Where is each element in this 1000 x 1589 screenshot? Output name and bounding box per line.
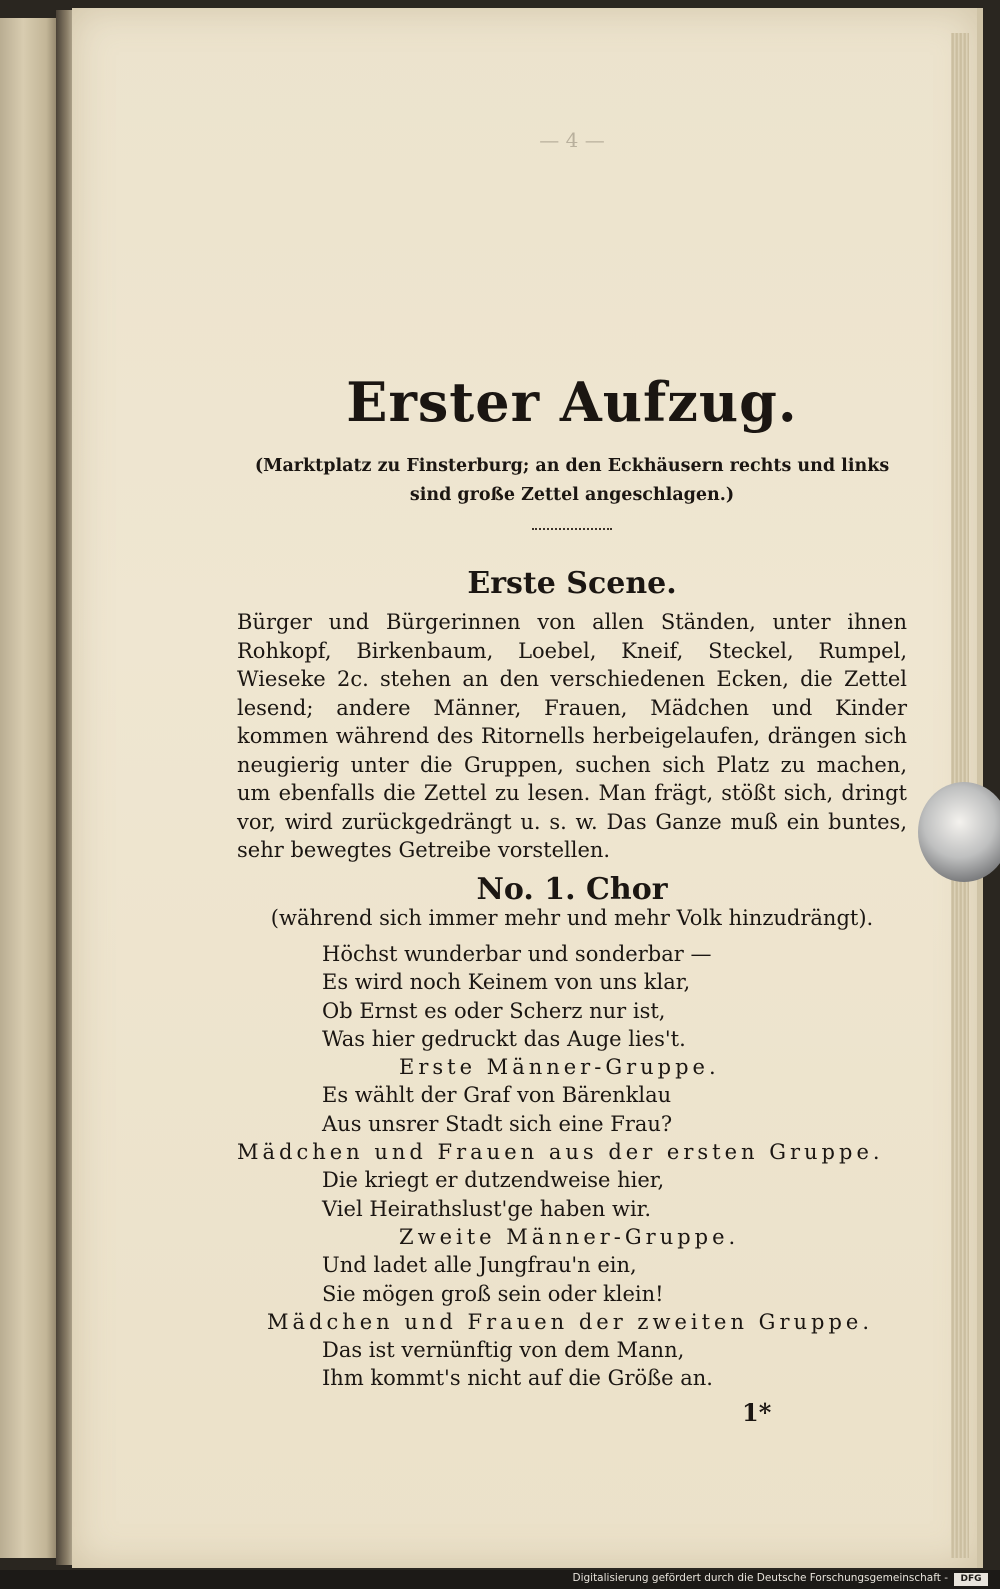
footer-bar (0, 1570, 1000, 1589)
facing-page-edge (0, 18, 58, 1558)
speaker-label: Zweite Männer-Gruppe. (399, 1224, 740, 1249)
verse-line: Es wählt der Graf von Bärenklau (322, 1083, 672, 1108)
verse-line: Höchst wunderbar und sonderbar — (322, 942, 712, 966)
verse-block (237, 940, 907, 1393)
divider-ornament (532, 528, 612, 533)
chorus-note: (während sich immer mehr und mehr Volk hinzudrängt). (270, 906, 874, 930)
verse-line: Sie mögen groß sein oder klein! (322, 1281, 664, 1306)
scene-title: Erste Scene. (467, 566, 677, 601)
speaker-label: Mädchen und Frauen der zweiten Gruppe. (267, 1309, 873, 1334)
number-title: No. 1. Chor (476, 872, 668, 907)
funding-note: Digitalisierung gefördert durch die Deutsche Forschungsgemeinschaft - (572, 1572, 948, 1584)
speaker-label: Mädchen und Frauen aus der ersten Gruppe. (237, 1140, 884, 1165)
book-page (72, 8, 983, 1568)
verse-line: Ob Ernst es oder Scherz nur ist, (322, 998, 666, 1023)
verse-line: Ihm kommt's nicht auf die Größe an. (322, 1366, 713, 1391)
setting-description: (Marktplatz zu Finsterburg; an den Eckhäusern rechts und links sind große Zettel angeschlagen.) (254, 456, 890, 505)
verse-line: Was hier gedruckt das Auge lies't. (322, 1026, 686, 1051)
verse-line: Aus unsrer Stadt sich eine Frau? (322, 1111, 673, 1136)
stage-direction-text: Bürger und Bürgerinnen von allen Ständen, unter ihnen Rohkopf, Birkenbaum, Loebel, Kneif, Steckel, Rumpel, Wieseke 2c. stehen an den verschiedenen Ecken, die Zettel lesend; andere Männer, Frauen, Mädchen und Kinder kommen während des Ritornells herbeigelaufen, drängen sich neugierig unter die Gruppen, suchen sich Platz zu machen, um ebenfalls die Zettel zu lesen. Man frägt, stößt sich, dringt vor, wird zurückgedrängt u. s. w. Das Ganze muß ein buntes, sehr bewegtes Getreibe vorstellen. (237, 610, 907, 862)
act-title: Erster Aufzug. (346, 370, 798, 434)
verse-line: Es wird noch Keinem von uns klar, (322, 970, 691, 995)
page-number: — 4 — (539, 128, 605, 152)
thumb-holder (918, 782, 1000, 882)
signature-mark: 1* (742, 1398, 772, 1427)
verse-line: Die kriegt er dutzendweise hier, (322, 1168, 665, 1193)
verse-line: Das ist vernünftig von dem Mann, (322, 1338, 685, 1363)
verse-line: Viel Heirathslust'ge haben wir. (322, 1196, 652, 1221)
speaker-label: Erste Männer-Gruppe. (399, 1055, 720, 1080)
dfg-logo: DFG (954, 1573, 988, 1586)
verse-line: Und ladet alle Jungfrau'n ein, (322, 1253, 637, 1278)
stage-direction (237, 608, 907, 865)
